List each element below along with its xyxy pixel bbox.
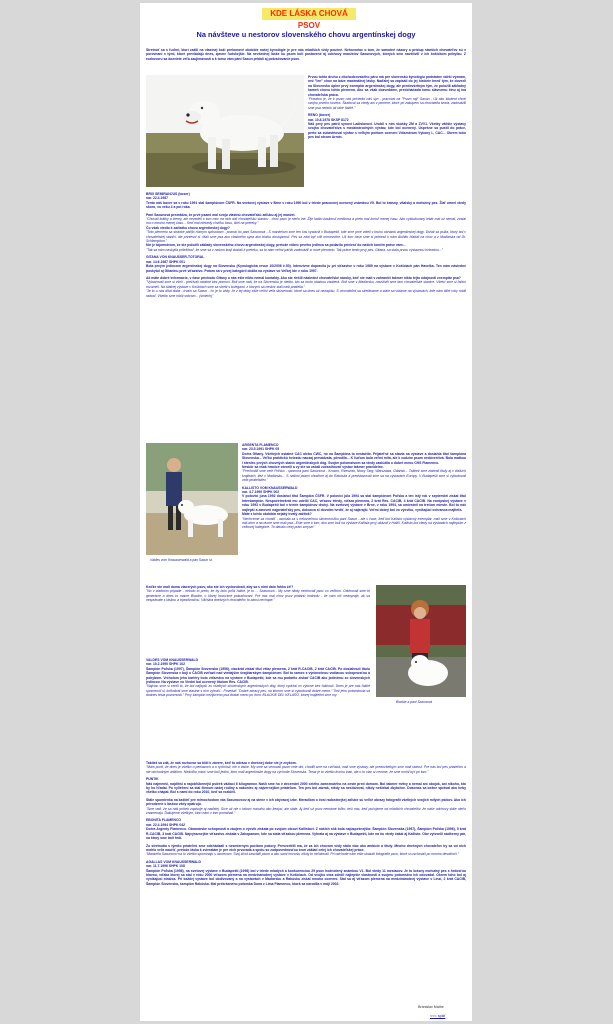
photo-woman-with-dog [376, 585, 466, 697]
photo-man-with-dog [146, 443, 238, 555]
gitana-meta: nar. 14.6.1987 SHPK 001 [146, 259, 186, 264]
caption-man-with-dog: Valdes vom Knausserwald a pán Saxun st. [150, 558, 213, 562]
ebonita-meta: nar. 22.4.1994 SHPK 042 [146, 822, 186, 827]
valdes-quote: "Najviac sme si cenili to, že bol najlepší zo všetkých slovenských argentínskych dôg, ktorý vydržal vo výkone bez ťažkostí. Dnes je pre nás ťažké spomenúť si, koľkokrát sme vlastne s ním vyhrali... Povedať: "Dobré zdravý pes, na ktorom sme si vybudovali dobré meno." Tiež jeho potomkovia sa dodnes tešia pozornosti." Prvý šampión nežijúceho psa dostal meno po ňom: BLACKIE DEL KELARO, ktorej majiteľmi sme my. [146, 684, 370, 698]
reno-heading: RENO (boxer) [308, 113, 331, 118]
section-argenta-kallisto [242, 443, 466, 583]
right-column-intro [308, 75, 466, 187]
argenta-description: Dcéra Gitany. Všetkých ostatné CAC alebo CWC, no na Šampióna to nestačilo. Prijateľné sa stavia na výstave a dosiahla titul šampióna Slovenska... Veľkú praktickú hviezdu naozaj prevádzala, pôrodila... K ľuďom bola veľmi milá, ale k cudzím psom nedôverčivá. Bola matkou i šteniec prvých chovných staníc argentínskych dôg. Svojim potomstvom sa vtedy zaslúžila o dobré meno CHS Flamenco. [242, 451, 466, 465]
section-brix-gitana [146, 192, 466, 448]
interview-question-3: Ak máte dobré informácie, v čase príchodu Gitany u nás ešte nikto nemal kontakty. Ako ste riešili následné chovateľské nároky, keď nie mali v zahraničí takmer nikto tejto údajnosti exemplár psa? [146, 275, 461, 280]
interview-quote-1: "Chovali krátky a čierny, ale nevedeli o tom moc na nich dať chovateľskú stanicu - chov psov je niečo iné. Žije kadá vlastnosť medicína a preto mal korisť menej času. Ako vyštudovaný lekár mal už nemal, zostal mu o mnoho menej času... Keď mal niekedy chvíľku času, išiel na preteky." [146, 217, 466, 226]
interview-lead-1: Pani Saxunová prezrádza, že prvé psami mal svoju vlastnú chovateľskú záľubu aj jej manžel. [146, 212, 296, 217]
brix-description: Tento náš boxer sa v roku 1991 stal šampiónom ČSFR. Na svetovej výstave v Brne v roku 1990 bol v triede pracovnej ocenený známkou V5. Bol to krásny, vitalský a mohutný pes. Žiaľ umrel vtedy skoro, vo veku 4 a pol roka. [146, 200, 466, 210]
back-link[interactable]: <<< späť [430, 1014, 446, 1018]
closing-quote: "Manželia Saxunovci na to všetko spomínajú s úsmevom. Svoj život zasvätili psom a ako sami hovoria, nikdy to neľutovali. Pri odchode nám ešte ukázali fotografie psov, ktoré si uschovali po mnoho desaťročí." [146, 852, 460, 857]
interview-question-4: Neskôr sa však hranice otvorili a vy ste sa začali zúčastňovať výstav takmer pravidelne. [242, 465, 384, 470]
agallas-meta: nar. 11.7.1996 SHPK 108 [146, 864, 185, 869]
argenta-meta: nar. 23.5.1991 SHPK 05 [242, 447, 280, 452]
ebonita-description: Dcéra Argenty Flamenco. Obranárske schopnosti a záujem o výcvik získala po svojom otcovi Kallistovi. Z našich sôk bola najúspešnejšia: Šampión Slovenska (1997), Šampión Poľska (1996), 5 krát R-CACIB, 3 krát CACIB. Najvýraznejšie víťazstvo získala v Zakopanom, kde sa stala víťazkou plemena. Vyhrala aj na výstave v Budapešti, kde na ňu vtedy čakal aj Kallisto. Obe vytvorili nádherný pár, na ktorý sme boli hrdí. [146, 827, 466, 841]
interview-quote-9: "Mám pocit, že dnes je všetko o peniazoch a o rýchlosti, nie o láske. My sme sa venovali psom celé dni, chodili sme na cvičiská, mali sme výstavy, ale predovšetkým sme mali radosť. Pre nás bol pes priateľom a nie obchodným artiklom. Niekoľko rokov sme boli jediní, ktorí mali argentínske dogy na východe Slovenska. Teraz je to všetko trochu inak, ale o to viac si ceníme, že sme mohli byť pri tom." [146, 765, 466, 774]
brix-meta: nar. 22.4.1987 [146, 196, 169, 201]
interview-quote-7: "Nechceme sa chváliť - usmiala sa s nekonečnou skromnosťou pani Saxun - ale v čase, keď bol Kallisto výstavný exemplár, mali sme v Košiciach náš dom a na dvore sme mali psa...Ešte sme o tom, ako sme boli na výstave Kallista prvý ukázať v Haliči. Kallisto bol vtedy na výstavách najlepším z celkovej kategórie. To dávalo celej práci zmysel." [242, 516, 466, 530]
agallas-description: Šampión Poľska (1998), na svetovej výstave v Budapešti (1996) bol v triede mladých a konkurenciou 29 psov hodnotený známkou V1. Bol vtedy 11 mesiacov. Je to krásny mohutný pes s hrdosťou hlavou, vďaka ktorej sa stal v roku 2000 víťazom plemena na medzinárodnej výstave v Košiciach. Od svojho otca zdedil najlepšie vlastnosti a svojmu potomstvu ich odovzdal. Okrem toho bol aj vynikajúci strážca. Pri každej výstave bol obdivovaný a na výstavách v Maďarsku a Rakúsku získal mnoho ocenení. Stal sa aj víťazom plemena na medzinárodnej výstave v Linzi, 2 krát CACIB, Šampión Slovenska, šampión Rakúska. Mal prekrásneho potomka Dona z Lima Flamenco, ktorá sa narodila v máji 2002. [146, 868, 466, 886]
agallas-heading: AGALLAS VOM KNAUSSERWALD [146, 859, 201, 864]
gitana-heading: GITANA VON KNAUSSER-TOTORAL [146, 255, 205, 260]
page-banner: KDE LÁSKA CHOVÁ PSOV [262, 8, 356, 20]
interview-question-2: Nie je tajomstvom, že ste položili základy slovenského chovu argentínskej dogy, pretože vôbec prvého jedinca sa podarilo priviesť do našich končín práve vám... [146, 243, 406, 248]
intro-paragraph: Stretnúť sa s ľuďmi, ktorí zažili na vlastnej koži prelomové obdobie našej kynológie je pre nás mladších vždy poučné. Nehovoriac o tom, že samotné názory a prístup starších chovateľov sú v porovnaní s tými, ktoré prevládajú dnes, zjavne ľudskejšie. Na nevšednej láske ku psom boli postavené aj odchovy manželov Saxunových, ktorých sme navštívili v ich košickom príbytku. Z rozhovoru sa dozviete veľa zaujímavostí a k tomu vám páni Saxun pridali aj pokračovanie psov. [146, 48, 466, 61]
interview-lead-3: Stále spomienka na kaštieľ pre mimochodom vás Saxunovcov aj na stene v ich obývacej izbe. Meradlom o čosi radostnejšej záľube sú veľké obrazy fotografií všetkých svojich milých psíkov. Ako ich prirodzene s láskou vždy opatrujú. [146, 797, 466, 807]
interview-quote-5: "Je to u nás dlhá doba - trvalo sa Saxun - čo je tu vždy. Je z tej doby ešte veľmi veľa skúseností, ktoré sa dnes už nezapíšu. S chovateľmi sa stretávame a stále sa vídame na výstavách, kde nám dlhé roky robili radosť. Všetko sme robili srdcom... (smiech)" [146, 289, 466, 298]
closing-lead: Zo stretnutia s týmito priateľmi sme odchádzali s nesmiernym pocitom pokory. Presvedčili ma, že za ich chovom vždy stálo viac ako ambície a tituly. Mnoho dnešných chovateľov by sa od nich mohlo veľa naučiť, pretože láska k zvieratám je pre nich prvoradá a spolu so zodpovednosťou tvorí základ celej ich chovateľskej práce. [146, 843, 466, 852]
interview-question-1: Čo však viedlo k začiatku chovu argentínskej dogy? [146, 225, 230, 230]
valdes-heading: VALDES VOM KNAUSSERWALD [146, 658, 199, 662]
interview-quote-3: "Tak sa nám naskytla príležitosť, že sme sa v našom kraji dostali k preteku, sa to nám veľmi páčilo zadovážiť si nové plemeno. Tak práve tento prvý pes, Gitana, sa stala prvou výstavnou hviezdou..." [146, 247, 443, 252]
interview-quote-2: "Toto plemeno sa stránke páčilo rôznym spôsobom - poznal ho pani Saxunová - S manželom sme ten čas vystavili v Budapešti, kde sme prvé videli v kruhu obrázok argentínskej dogy. Držali sa psíka, ktorý bol v chovateľskej stanici, ale priniesol si. Mali sme psa ako vlastného syna ako blízku dostupnosť. Pes sa zdal byť cítil mimovoľne. Už tom čase sme si priniesli k nám Akihito hľadať na chov a z Maďarska od Dr. Schlempfom." [146, 230, 466, 244]
valdes-description: Šampión Poľska (1997), Šampión Slovenska (1996), viackrát získal titul víťaz plemena, 2 krát R-CACIB, 2 krát CACIB. Po dosiahnutí titulu Šampión Slovenska v boji o CACIB zvíťazil nad vtedajším švajčiarskym šampiónom. Bol to samec s výnimočnou vodiacou schopnosťou a pohybom. Vrcholom jeho kariéry bolo víťazstvo na výstave v Budapešti, kde sa mu podarilo získať CACIB ako jedinému zo slovenských jedincov. Na výstave vo Viedni bol ocenený titulom Res. CACIB. [146, 666, 370, 685]
kallisto-meta: nar. 4.7.1990 SHPK 002 [242, 490, 280, 495]
right-intro-paragraph: Prvou tohto druhu z dôchodcovského páru má pre slovenskú kynológiu podstatne väčší význam, než "len" chov na báze maximálnej lásky. Naďalej sa zapísali do jej histórie hneď tým, že dovezli na Slovensko úplne prvý exemplár argentínskej dogy, ale predovšetkým tým, že položili základný kameň chovu tohto plemena. Ako sa však dozvedáme, predchádzala tomu slávnemu činu aj iná chovateľská práca. [308, 75, 466, 97]
brix-heading: BRIX SEMIRANJUS (boxer) [146, 192, 190, 196]
puntik-heading: PUNTIK [146, 777, 159, 782]
article-title [146, 30, 466, 39]
photo-white-dog-field [146, 75, 304, 187]
interview-quote-8: "No v žiadnom prípade - nebolo to preto, že by bolo príliš ťažké, je to ... Saxunová - My sme nikdy nechovali psov vo veľkom. Odchovali sme tri generácie a dnes to máme Blackie, o ktorej hovoríme pokračovaní. Pre nás mal chov psov pridanú hodnotu - že vám nič nedopraje, ak sa nesprávate s láskou a trpezlivosťou. Väčšina dnešných chovateľov to akosi nechápe." [146, 589, 370, 603]
section-late [146, 761, 466, 1016]
valdes-meta: nar. 10.2.1990 SHPK 102 [146, 662, 186, 667]
interview-lead-2: Taktiež sa zdá, že náš rozhovor sa blíži k závere, keď to odrazu v dnešnej dobe nie je zvykom. [146, 761, 297, 765]
interview-quote-10: "Sme radi, že sa náš príbeh zapisuje aj naďalej. Síce už nie v takom rozsahu ako kedysi, ale stále. Aj keď už psov nemáme toľko, teší nás, keď počujeme od mladších chovateľov, že naše odchovy stále niečo znamenajú. Ďakujeme všetkým, ktorí nám v tom pomáhali." [146, 806, 466, 816]
reno-meta: nar. 10.8.1978 SKSP 8172 [308, 117, 349, 122]
article-page [140, 3, 472, 1021]
interview-question-5: Máte z tohto obdobia nejaký trvalý zážitok? [242, 512, 312, 517]
caption-woman-with-dog: Blackie a pani Saxunová [396, 700, 433, 704]
kallisto-heading: KALLISTO VOM KNAUSSERWALD [242, 485, 298, 490]
interview-quote-4: "Vybavovali sme si všeli - prežívali ostatné bez pomoci. Boli sme radi, že na Slovensku je niekto, kto sa touto otázkou zaoberá. Boli sme v Maďarsku, navštívili sme tam chovateľské stanice. Všetci sme si ľahko rozumeli. Na štátnej výstave v Košiciach sme sa stretli s kolegami, z ktorých sa neskôr stali naši priatelia." [146, 280, 466, 289]
reno-description: Náš prvý pes patril synovi Ladislavovi. Urobil s ním skúšky ZM a ZVV1. Všetky väčšie výstavy svojho chovateľstva s medzinárodných výstav, kde bol ocenený. Úspešne sa pustil do práce, preto sa zúčastňoval výstav s veľkým počtom ocenení Víťazstvom Vykony I., CAC... Okrem toho pes bol otcom Armin. [308, 122, 466, 140]
kallisto-description: V polovici júna 1992 dosiahol titul Šampión ČSFR. V polovici júla 1994 sa stal šampiónom Poľska a ten istý rok v septembri získal titul Interšampión. Nespočetnekrát mu udelili CAC, víťazov triedy, víťaza plemena, 2 krát Res. CACIB, 4 krát CACIB. Na európskej výstave v roku 1993 v Budapešti bol v triede šampiónov druhý. Na svetovej výstave v Brne, v roku 1994, sa umiestnil na treťom mieste. Bol to náš najlepší a zároveň najpriateľský pes, dokonca si dovolím tvrdiť, že aj najkrajší. Veľmi dobrý bol vo výcviku, vynikajúci ochranca majiteľa. [242, 494, 466, 512]
argenta-heading: ARGENTA FLAMENCO [242, 443, 279, 447]
author-signature: Branislav Mathe [418, 1005, 444, 1009]
section-mid-interview [146, 585, 370, 655]
title-line-1: Na návšteve u nestorov slovenského chovu argentínskej dogy [196, 30, 416, 39]
right-intro-quote: "Pravdou je, že k psom nás priviedol náš syn - pracoval na "Psom raji" Saxun - Už ako študent chcel svojho prvého kovera. Študoval sa vtedy ani v pomere, ktoré pri zakúpení sa chovatelia tvoria, zadovážili sme psa nebolo až také ťažké." [308, 97, 466, 110]
section-valdes [146, 658, 370, 758]
ebonita-heading: EBONITA FLAMENCO [146, 818, 182, 823]
interview-quote-6: "Prechodili sme celé Poľsko - spomína pani Saxunová - Krosno, Rzeszów, Nowy Targ, Warszawa, Gdańsk... Taktiež sme zbierali tituly aj v ďalších krajinách, tiež v Maďarsku... S našimi psami chodíme aj do Rakúska a predstavovali sme sa na výstavách Európy. V Budapešti sme si vybudovali veľa priateľstiev." [242, 469, 466, 483]
puntik-description: Náš najmenší, najdlhší a najobľúbenejší psíček vážiaci 6 kilogramov. Našli sme ho v decembri 2000 celého zamrznutého na ceste pred domom. Bol takmer mŕtvy a nemal ani obojok, ani nikoho, kto by ho hľadal. Po vyliečení sa stal členom našej rodiny a nakoniec aj najvernejším priateľom. Ten pes bol zázrak, nikdy sa nesťažoval, nikdy neštekal zbytočne. Dokonca sa bežne správal ako keby všetko chápal. Bol s nami do roku 2010, keď sa rozlúčil. [146, 781, 466, 795]
interview-question-6: Keďže ste mali doma viacerých psov, ako ste ich vychovávali, aby sa s nimi dalo ľahko žiť? [146, 585, 294, 589]
gitana-description: Bola prvým jedincom argentínskej dogy na Slovensku (Kynologická revue 10/2006 č.50). Intenzívne dopravila ju pri víťazstve v roku 1989 na výstave v Košiciach pán Havelka. Ten nám následne poskytol aj Gitaninu prvé víťazstvo. Potom sa v prvej kategórii dožila na výstave vo Veľkej Ide v roku 1997. [146, 264, 466, 273]
